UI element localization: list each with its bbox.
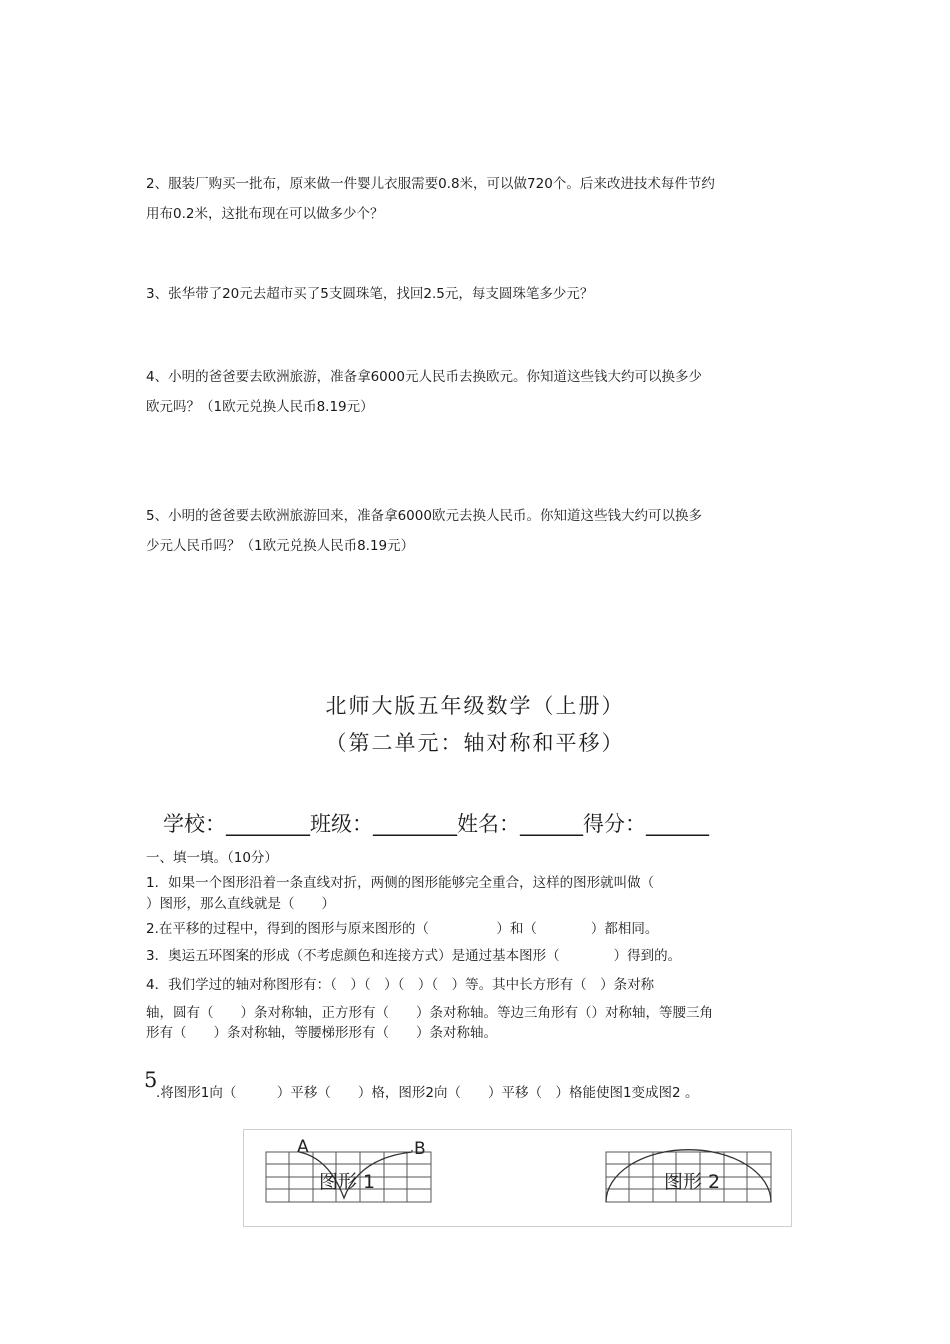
question-4-line-3: 形有（ ）条对称轴，等腰梯形形有（ ）条对称轴。 xyxy=(146,1025,497,1041)
point-a-label: A xyxy=(297,1137,309,1157)
problem-5-line-1: 5、小明的爸爸要去欧洲旅游回来，准备拿6000欧元去换人民币。你知道这些钱大约可以换多 xyxy=(146,508,702,524)
exam-title: 北师大版五年级数学（上册） xyxy=(325,694,625,718)
question-5-number: 5 xyxy=(144,1068,158,1092)
problem-2-line-2: 用布0.2米，这批布现在可以做多少个？ xyxy=(146,206,384,222)
question-4-line-2: 轴，圆有（ ）条对称轴，正方形有（ ）条对称轴。等边三角形有（）对称轴，等腰三角 xyxy=(146,1005,713,1021)
figure-2-label: 图形 2 xyxy=(664,1171,721,1193)
problem-4-line-1: 4、小明的爸爸要去欧洲旅游，准备拿6000元人民币去换欧元。你知道这些钱大约可以换多少 xyxy=(146,369,702,385)
figure-1-label: 图形 1 xyxy=(319,1171,376,1193)
problem-3-line-1: 3、张华带了20元去超市买了5支圆珠笔，找回2.5元，每支圆珠笔多少元？ xyxy=(146,286,594,302)
section-heading: 一、填一填。（10分） xyxy=(146,850,278,866)
question-4-line-1: 4．我们学过的轴对称图形有：（ ）（ ）（ ）（ ）等。其中长方形有（ ）条对称 xyxy=(146,977,655,993)
translation-figure-box xyxy=(243,1129,792,1227)
exam-subtitle: （第二单元：轴对称和平移） xyxy=(325,731,625,755)
translation-grid-figure xyxy=(244,1130,791,1226)
point-b-label: B xyxy=(414,1139,426,1159)
problem-4-line-2: 欧元吗？（1欧元兑换人民币8.19元） xyxy=(146,399,374,415)
question-5-text: .将图形1向（ ）平移（ ）格，图形2向（ ）平移（ ）格能使图1变成图2 。 xyxy=(156,1085,699,1101)
question-2-line-1: 2.在平移的过程中，得到的图形与原来图形的（ ）和（ ）都相同。 xyxy=(146,921,659,937)
question-3-line-1: 3．奥运五环图案的形成（不考虑颜色和连接方式）是通过基本图形（ ）得到的。 xyxy=(146,948,682,964)
question-1-line-2: ）图形，那么直线就是（ ） xyxy=(146,896,335,912)
student-info-line: 学校：________班级：________姓名：______得分：______ xyxy=(163,812,709,836)
problem-2-line-1: 2、服装厂购买一批布，原来做一件婴儿衣服需要0.8米，可以做720个。后来改进技术每件节约 xyxy=(146,176,715,192)
problem-5-line-2: 少元人民币吗？（1欧元兑换人民币8.19元） xyxy=(146,538,415,554)
question-1-line-1: 1．如果一个图形沿着一条直线对折，两侧的图形能够完全重合，这样的图形就叫做（ xyxy=(146,875,655,891)
